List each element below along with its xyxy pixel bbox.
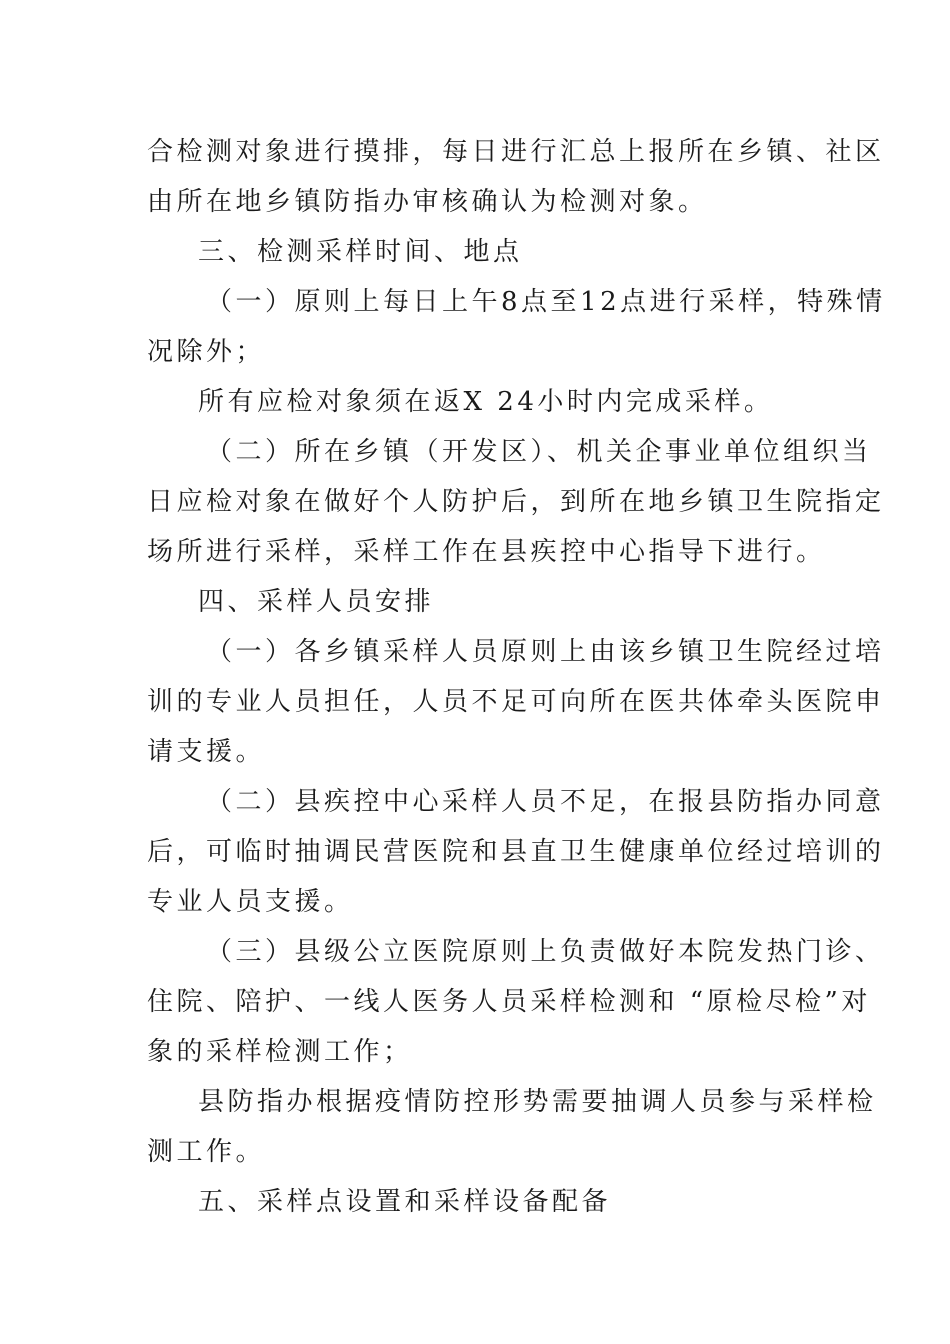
- paragraph-line: 测工作。: [147, 1137, 266, 1167]
- paragraph-line: 请支援。: [147, 737, 266, 767]
- section-heading: 四、采样人员安排: [198, 587, 435, 617]
- paragraph-line: 况除外；: [147, 337, 266, 367]
- section-heading: 五、采样点设置和采样设备配备: [198, 1187, 612, 1217]
- paragraph-line: 由所在地乡镇防指办审核确认为检测对象。: [147, 187, 708, 217]
- paragraph-line: 县防指办根据疫情防控形势需要抽调人员参与采样检: [198, 1087, 877, 1117]
- paragraph-line: 合检测对象进行摸排，每日进行汇总上报所在乡镇、社区: [147, 137, 885, 167]
- paragraph-line: （三）县级公立医院原则上负责做好本院发热门诊、: [206, 937, 885, 967]
- paragraph-line: 所有应检对象须在返X 24小时内完成采样。: [198, 387, 774, 417]
- paragraph-line: 日应检对象在做好个人防护后，到所在地乡镇卫生院指定: [147, 487, 885, 517]
- paragraph-line: （二）县疾控中心采样人员不足，在报县防指办同意: [206, 787, 885, 817]
- paragraph-line: 象的采样检测工作；: [147, 1037, 413, 1067]
- paragraph-line: 训的专业人员担任，人员不足可向所在医共体牵头医院申: [147, 687, 885, 717]
- paragraph-line: 住院、陪护、一线人医务人员采样检测和 “原检尽检”对: [147, 987, 871, 1017]
- section-heading: 三、检测采样时间、地点: [198, 237, 523, 267]
- paragraph-line: 专业人员支援。: [147, 887, 354, 917]
- paragraph-line: 场所进行采样，采样工作在县疾控中心指导下进行。: [147, 537, 826, 567]
- paragraph-line: （二）所在乡镇（开发区）、机关企事业单位组织当: [206, 437, 872, 467]
- paragraph-line: 后，可临时抽调民营医院和县直卫生健康单位经过培训的: [147, 837, 885, 867]
- paragraph-line: （一）各乡镇采样人员原则上由该乡镇卫生院经过培: [206, 637, 885, 667]
- paragraph-line: （一）原则上每日上午8点至12点进行采样，特殊情: [206, 287, 886, 317]
